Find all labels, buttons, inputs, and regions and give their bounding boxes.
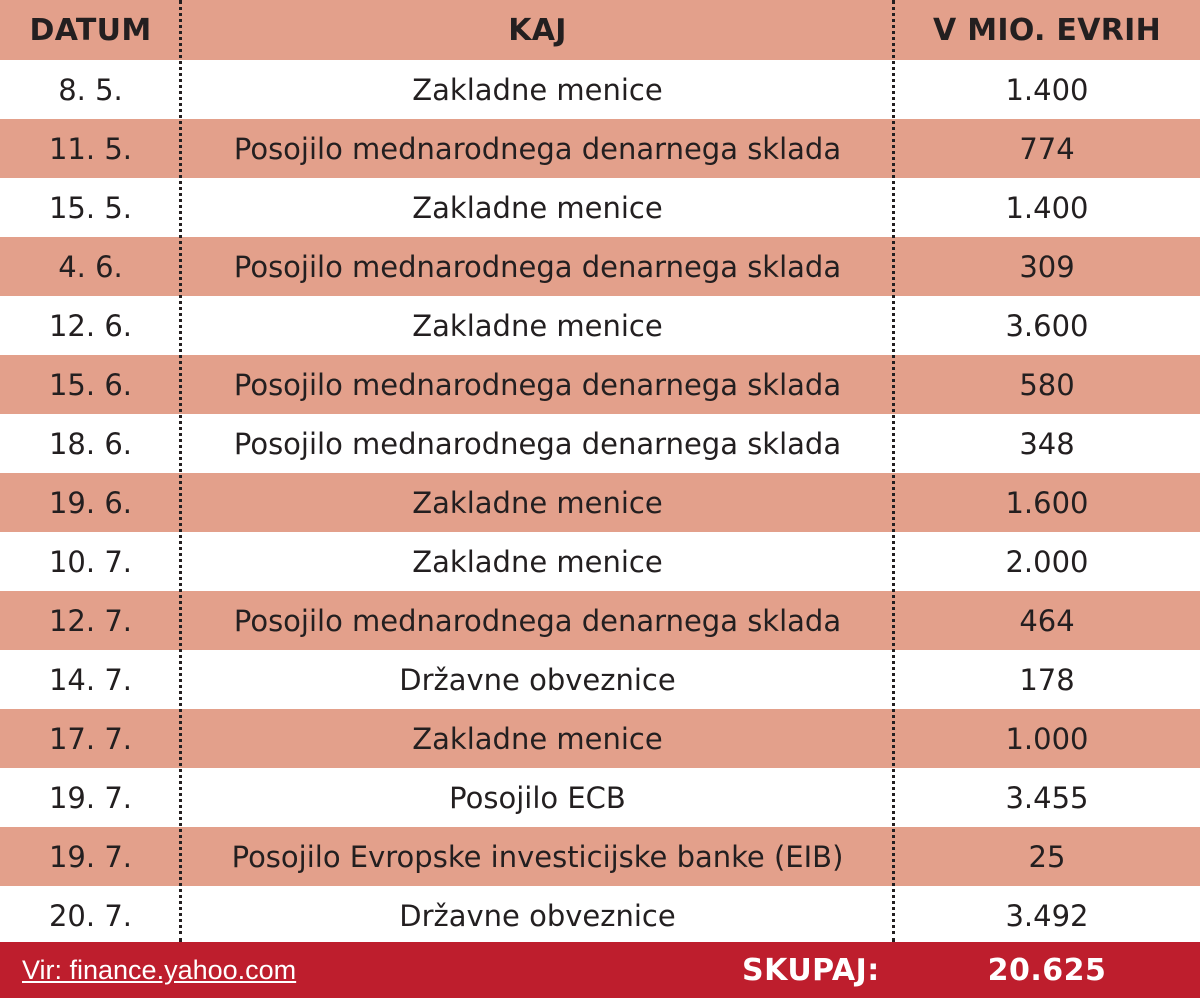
cell-date: 15. 6. [48, 367, 132, 402]
header-datum: DATUM [29, 12, 152, 48]
cell-what: Zakladne menice [412, 308, 663, 343]
cell-date: 12. 6. [48, 308, 132, 343]
cell-amount: 309 [1019, 249, 1075, 284]
cell-what: Posojilo ECB [449, 780, 626, 815]
cell-amount: 1.000 [1005, 721, 1089, 756]
cell-amount: 1.600 [1005, 485, 1089, 520]
cell-date: 18. 6. [48, 426, 132, 461]
cell-amount: 464 [1019, 603, 1075, 638]
cell-amount: 1.400 [1005, 190, 1089, 225]
cell-what: Posojilo mednarodnega denarnega sklada [233, 367, 842, 402]
cell-what: Zakladne menice [412, 72, 663, 107]
cell-what: Posojilo mednarodnega denarnega sklada [233, 131, 842, 166]
cell-date: 4. 6. [58, 249, 123, 284]
cell-date: 8. 5. [58, 72, 123, 107]
cell-date: 19. 7. [48, 780, 132, 815]
header-kaj: KAJ [508, 12, 567, 48]
cell-amount: 25 [1028, 839, 1066, 874]
table-footer [0, 942, 1200, 998]
cell-what: Posojilo mednarodnega denarnega sklada [233, 249, 842, 284]
cell-date: 14. 7. [48, 662, 132, 697]
cell-amount: 3.492 [1005, 898, 1089, 933]
cell-amount: 1.400 [1005, 72, 1089, 107]
source-link[interactable]: Vir: finance.yahoo.com [22, 954, 297, 985]
cell-date: 10. 7. [48, 544, 132, 579]
cell-amount: 580 [1019, 367, 1075, 402]
cell-what: Zakladne menice [412, 485, 663, 520]
cell-date: 15. 5. [48, 190, 132, 225]
cell-amount: 178 [1019, 662, 1075, 697]
column-divider-2 [892, 0, 895, 942]
cell-what: Posojilo Evropske investicijske banke (EIB) [231, 839, 844, 874]
cell-date: 12. 7. [48, 603, 132, 638]
total-label: SKUPAJ: [742, 952, 880, 988]
cell-what: Državne obveznice [399, 898, 676, 933]
cell-amount: 774 [1019, 131, 1075, 166]
cell-date: 11. 5. [48, 131, 132, 166]
cell-what: Zakladne menice [412, 190, 663, 225]
header-amount: V MIO. EVRIH [932, 12, 1162, 48]
cell-date: 20. 7. [48, 898, 132, 933]
cell-amount: 2.000 [1005, 544, 1089, 579]
cell-amount: 3.455 [1005, 780, 1089, 815]
cell-amount: 348 [1019, 426, 1075, 461]
cell-date: 17. 7. [48, 721, 132, 756]
cell-amount: 3.600 [1005, 308, 1089, 343]
total-value: 20.625 [987, 952, 1107, 988]
cell-date: 19. 6. [48, 485, 132, 520]
cell-date: 19. 7. [48, 839, 132, 874]
cell-what: Posojilo mednarodnega denarnega sklada [233, 426, 842, 461]
cell-what: Zakladne menice [412, 544, 663, 579]
cell-what: Državne obveznice [399, 662, 676, 697]
cell-what: Posojilo mednarodnega denarnega sklada [233, 603, 842, 638]
column-divider-1 [179, 0, 182, 942]
cell-what: Zakladne menice [412, 721, 663, 756]
